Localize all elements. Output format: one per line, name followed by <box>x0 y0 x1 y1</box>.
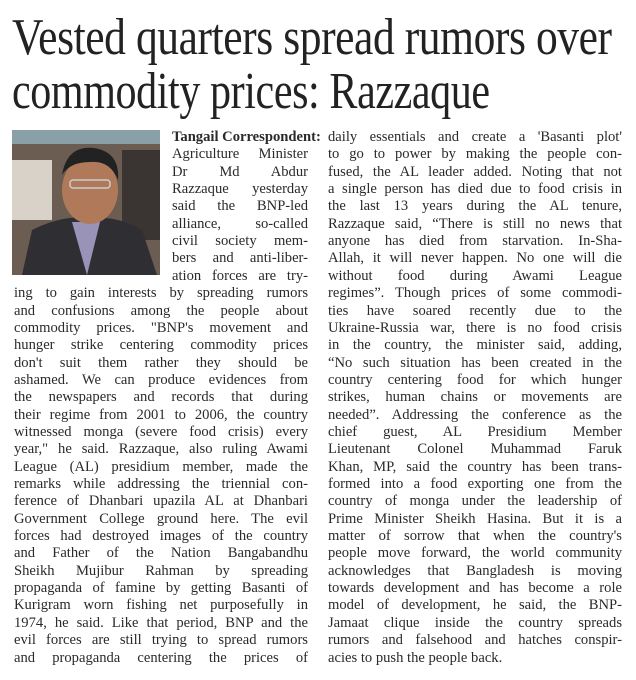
text-line: ashamed. We can produce evidences from <box>14 371 308 388</box>
text-line: strikes, human chains or movements are <box>328 389 622 406</box>
text-line: League (AL) presidium member, made the <box>14 458 308 475</box>
text-line: Razzaque said, “There is still no news that <box>328 215 622 232</box>
text-line: Sheikh Mujibur Rahman by spreading <box>14 562 308 579</box>
text-line: year," he said. Razzaque, also ruling Awami <box>14 441 308 458</box>
text-line: in the country, the minister said, adding, <box>328 337 622 354</box>
text-line: hunger strike centering commodity prices <box>14 337 308 354</box>
text-line: and Father of the Nation Bangabandhu <box>14 545 308 562</box>
text-line: Dr Md Abdur <box>172 163 308 180</box>
text-line: chief guest, AL Presidium Member <box>328 423 622 440</box>
headline-line-2: commodity prices: Razzaque <box>12 63 490 120</box>
text-line: daily essentials and create a 'Basanti plot' <box>328 129 622 145</box>
text-line: ties have soared recently due to the <box>328 302 622 319</box>
byline: Tangail Correspondent: <box>172 129 321 145</box>
text-line: evil forces are still trying to spread rumors <box>14 632 308 649</box>
portrait-photo-icon <box>12 130 160 275</box>
text-line: and propaganda centering the prices of <box>14 649 308 666</box>
text-line: without food during Awami League <box>328 267 622 284</box>
text-line: a single person has died due to food crisis in <box>328 181 622 198</box>
text-line: the last 13 years during the AL tenure, <box>328 198 622 215</box>
text-line: Prime Minister Sheikh Hasina. But it is a <box>328 510 622 527</box>
text-line: fused, the AL leader added. Noting that not <box>328 163 622 180</box>
text-line: witnessed monga (severe food crisis) every <box>14 423 308 440</box>
text-line: their regime from 2001 to 2006, the country <box>14 406 308 423</box>
text-line: acies to push the people back. <box>328 649 503 666</box>
text-line: Ukraine-Russia war, there is no food crisis <box>328 319 622 336</box>
text-line: alliance, so-called <box>172 215 308 232</box>
text-line: Government College ground here. The evil <box>14 510 308 527</box>
text-line: commodity prices. "BNP's movement and <box>14 319 308 336</box>
text-line: to go to power by making the people con- <box>328 146 622 163</box>
text-line: Agriculture Minister <box>172 146 308 163</box>
text-line: ing to gain interests by spreading rumors <box>14 285 308 302</box>
text-line: Allah, it will never happen. No one will die <box>328 250 622 267</box>
text-line: acknowledges that Bangladesh is moving <box>328 562 622 579</box>
text-line: don't suit them rather they should be <box>14 354 308 371</box>
text-line: the newspapers and records that during <box>14 389 308 406</box>
text-line: bers and anti-liber- <box>172 250 308 267</box>
text-line: propaganda of famine by getting Basanti of <box>14 580 308 597</box>
text-line: ference of Dhanbari upazila AL at Dhanbari <box>14 493 308 510</box>
text-line: people move forward, the world community <box>328 545 622 562</box>
text-line: civil society mem- <box>172 233 308 250</box>
text-line: Jamaat clique inside the country spreads <box>328 614 622 631</box>
text-line: 1974, he said. Like that period, BNP and the <box>14 614 308 631</box>
text-line: said the BNP-led <box>172 198 308 215</box>
text-line: Lieutenant Colonel Muhammad Faruk <box>328 441 622 458</box>
text-line: Razzaque yesterday <box>172 181 308 198</box>
text-line: ation forces are try- <box>172 267 308 284</box>
text-line: matter of sorrow that when the country's <box>328 528 622 545</box>
text-line: “No such situation has been created in the <box>328 354 622 371</box>
text-line: remarks while addressing the triennial con- <box>14 476 308 492</box>
text-line: country of monga under the leadership of <box>328 493 622 510</box>
text-line: Khan, MP, said the country has been trans- <box>328 458 622 475</box>
text-line: rumors and falsehood and hatches conspir- <box>328 632 622 649</box>
text-line: anyone has died from starvation. In-Sha- <box>328 233 622 250</box>
text-line: and confusions among the people about <box>14 302 308 319</box>
text-line: towards development and has become a role <box>328 580 622 597</box>
text-line: Kurigram worn fishing net purposefully in <box>14 597 308 614</box>
text-line: forces had destroyed images of the country <box>14 528 308 545</box>
text-line: model of development, he said, the BNP- <box>328 597 622 614</box>
headline-line-1: Vested quarters spread rumors over <box>12 9 612 66</box>
text-line: formed into a food exporting one from the <box>328 476 622 492</box>
text-line: regimes”. Though prices of some commodi- <box>328 285 622 302</box>
text-line: country centering food for which hunger <box>328 371 622 388</box>
text-line: needed”. Addressing the conference as the <box>328 406 622 423</box>
